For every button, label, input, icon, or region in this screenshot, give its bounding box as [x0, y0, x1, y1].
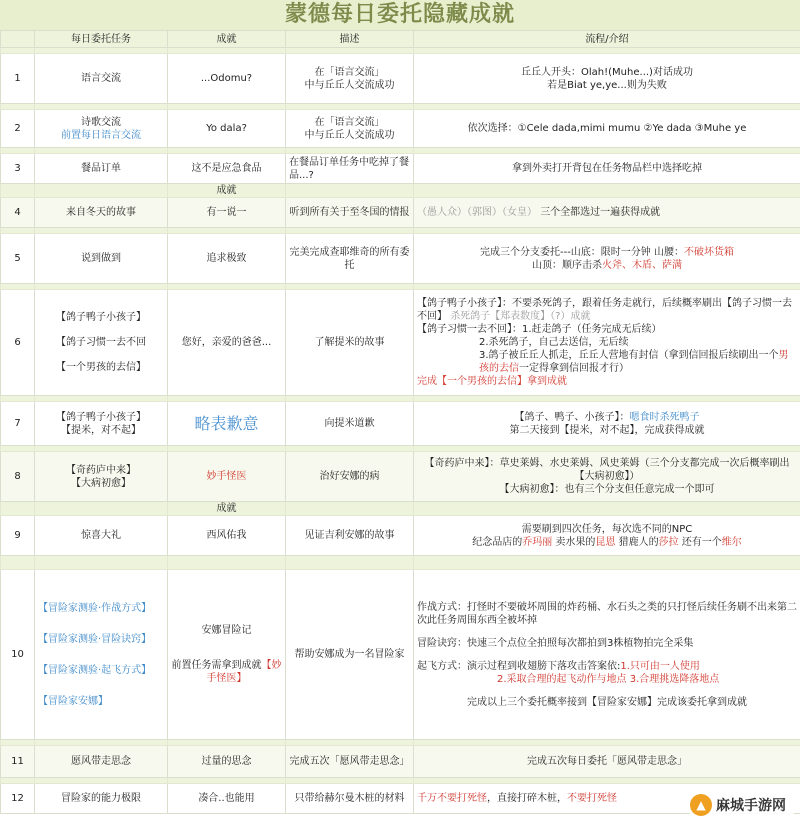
row-number: 4 [1, 198, 35, 228]
row-number: 11 [1, 746, 35, 778]
table-row [1, 154, 800, 184]
watermark [690, 792, 794, 818]
task-cell: 来自冬天的故事 [35, 198, 168, 228]
task-cell: 【奇药庐中来】 【大病初愈】 [35, 452, 168, 502]
table-row [1, 198, 800, 228]
task-cell: 愿风带走思念 [35, 746, 168, 778]
task-cell: 【冒险家测验·作战方式】 【冒险家测验·冒险诀窍】 【冒险家测验·起飞方式】 【冒险家安娜】 [35, 570, 168, 740]
row-number: 9 [1, 516, 35, 556]
row-number: 5 [1, 234, 35, 284]
achievement-cell: 过量的思念 [168, 746, 286, 778]
header-achievement: 成就 [168, 31, 286, 48]
achievement-cell: 妙手怪医 [168, 452, 286, 502]
description-cell: 完成五次「愿风带走思念」 [286, 746, 414, 778]
sub-header-achievement: 成就 [168, 184, 286, 198]
task-cell: 【鸽子鸭子小孩子】 【提米，对不起】 [35, 402, 168, 446]
task-cell: 说到做到 [35, 234, 168, 284]
achievement-cell: Yo dala? [168, 110, 286, 148]
achievement-cell: ...Odomu? [168, 54, 286, 104]
watermark-text: 麻城手游网 [716, 798, 786, 814]
description-cell: 见证吉利安娜的故事 [286, 516, 414, 556]
flow-cell: 作战方式：打怪时不要破坏周围的炸药桶、水石头之类的只打怪后续任务刷不出来第二次此任务周围东西全被坏掉 冒险诀窍：快速三个点位全拍照每次都拍到3株植物拍完全采集 起飞方式：演示过程到收翅膀下落攻击答案依:1.只可由一人使用 2.采取合理的起飞动作与地点 3.合理挑选降落地点 完成以上三个委托概率接到【冒险家安娜】完成该委托拿到成就 [414, 570, 800, 740]
achievement-cell: 有一说一 [168, 198, 286, 228]
achievement-cell: 您好，亲爱的爸爸... [168, 290, 286, 396]
flow-cell: 丘丘人开头：Olah!(Muhe...)对话成功 若是Biat ye,ye...则为失败 [414, 54, 800, 104]
description-cell: 向提米道歉 [286, 402, 414, 446]
row-number: 6 [1, 290, 35, 396]
description-cell: 帮助安娜成为一名冒险家 [286, 570, 414, 740]
flow-cell: 千万不要打死怪，直接打碎木桩，不要打死怪 [414, 784, 800, 814]
flow-cell: 【鸽子、鸭子、小孩子】：嗯食时杀死鸭子 第二天接到【提米，对不起】，完成获得成就 [414, 402, 800, 446]
task-cell: 诗歌交流 前置每日语言交流 [35, 110, 168, 148]
flow-cell: 【鸽子鸭子小孩子】：不要杀死鸽子，跟着任务走就行，后续概率刷出【鸽子习惯一去不回】 杀死鸽子【郑表数度】（?）成就 【鸽子习惯一去不回】：1.赶走鸽子（任务完成无后续） 2.杀死鸽子，自己去送信，无后续 3.鸽子被丘丘人抓走，丘丘人营地有封信（拿到信回报后续刷出一个男孩的去信一定得拿到信回报才行） 完成【一个男孩的去信】拿到成就 [414, 290, 800, 396]
task-cell: 惊喜大礼 [35, 516, 168, 556]
page-title: 蒙德每日委托隐藏成就 [0, 0, 800, 30]
header-num [1, 31, 35, 48]
table-row [1, 54, 800, 104]
description-cell: 只带给赫尔曼木桩的材料 [286, 784, 414, 814]
flow-cell: 完成三个分支委托---山底：限时一分钟 山腰：不破坏货箱 山顶：顺序击杀火斧、木盾、萨满 [414, 234, 800, 284]
watermark-logo-icon: ▲ [690, 794, 712, 816]
table-row [1, 290, 800, 396]
description-cell: 了解提米的故事 [286, 290, 414, 396]
table-row [1, 402, 800, 446]
achievement-cell: 凑合..也能用 [168, 784, 286, 814]
achievement-cell: 安娜冒险记 前置任务需拿到成就【妙手怪医】 [168, 570, 286, 740]
row-number: 7 [1, 402, 35, 446]
row-number: 1 [1, 54, 35, 104]
flow-cell: （愚人众）（郭图）（女皇） 三个全都选过一遍获得成就 [414, 198, 800, 228]
row-number: 10 [1, 570, 35, 740]
flow-cell: 拿到外卖打开背包在任务物品栏中选择吃掉 [414, 154, 800, 184]
table-row [1, 516, 800, 556]
sub-header-achievement: 成就 [168, 502, 286, 516]
task-cell: 冒险家的能力极限 [35, 784, 168, 814]
flow-cell: 依次选择：①Cele dada,mimi mumu ②Ye dada ③Muhe ye [414, 110, 800, 148]
flow-cell: 完成五次每日委托「愿风带走思念」 [414, 746, 800, 778]
task-cell: 餐品订单 [35, 154, 168, 184]
achievement-cell: 追求极致 [168, 234, 286, 284]
task-cell: 语言交流 [35, 54, 168, 104]
description-cell: 听到所有关于至冬国的情报 [286, 198, 414, 228]
separator [1, 556, 800, 570]
description-cell: 治好安娜的病 [286, 452, 414, 502]
description-cell: 在餐品订单任务中吃掉了餐品...? [286, 154, 414, 184]
separator [1, 184, 800, 198]
row-number: 2 [1, 110, 35, 148]
table-header [1, 31, 800, 48]
table-row [1, 452, 800, 502]
task-cell: 【鸽子鸭子小孩子】 【鸽子习惯一去不回 【一个男孩的去信】 [35, 290, 168, 396]
achievement-cell: 略表歉意 [168, 402, 286, 446]
header-flow: 流程/介绍 [414, 31, 800, 48]
description-cell: 在「语言交流」 中与丘丘人交流成功 [286, 110, 414, 148]
flow-cell: 需要刷到四次任务，每次选不同的NPC 纪念品店的乔玛丽 卖水果的昆恩 猎鹿人的莎拉 还有一个维尔 [414, 516, 800, 556]
table-row [1, 746, 800, 778]
flow-cell: 【奇药庐中来】：草史莱姆、水史莱姆、风史莱姆（三个分支都完成一次后概率刷出【大病初愈】） 【大病初愈】：也有三个分支但任意完成一个即可 [414, 452, 800, 502]
description-cell: 完美完成查耶维奇的所有委托 [286, 234, 414, 284]
separator [1, 502, 800, 516]
header-description: 描述 [286, 31, 414, 48]
achievement-cell: 这不是应急食品 [168, 154, 286, 184]
row-number: 3 [1, 154, 35, 184]
table-row [1, 110, 800, 148]
table-row [1, 784, 800, 814]
achievement-table [0, 30, 800, 814]
table-row [1, 234, 800, 284]
row-number: 8 [1, 452, 35, 502]
row-number: 12 [1, 784, 35, 814]
table-row [1, 570, 800, 740]
header-task: 每日委托任务 [35, 31, 168, 48]
achievement-cell: 西风佑我 [168, 516, 286, 556]
description-cell: 在「语言交流」 中与丘丘人交流成功 [286, 54, 414, 104]
